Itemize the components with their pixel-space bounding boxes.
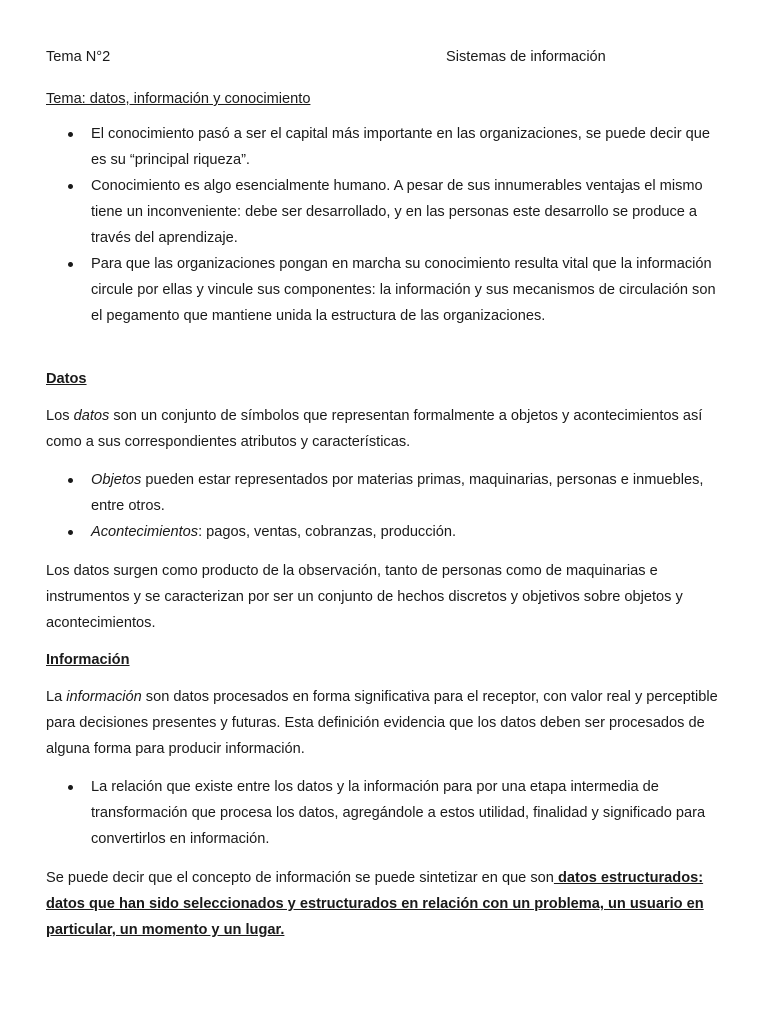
list-item-text: El conocimiento pasó a ser el capital más importante en las organizaciones, se puede decir que es su “principal riqueza”. — [91, 126, 710, 168]
list-item-text: pueden estar representados por materias primas, maquinarias, personas e inmuebles, entre otros. — [91, 472, 704, 514]
informacion-summary-emph: datos estructurados: datos que han sido seleccionados y estructurados en relación con un problema, un usuario en particular, un momento y un lugar. — [46, 870, 704, 938]
list-item-text: La relación que existe entre los datos y la información para por una etapa intermedia de transformación que procesa los datos, agregándole a estos utilidad, finalidad y significado para convertirlos en información. — [91, 779, 706, 847]
list-item — [46, 519, 726, 545]
list-item — [46, 121, 726, 173]
bullet-icon — [68, 785, 73, 790]
topic-title — [46, 86, 726, 112]
bullet-icon — [68, 530, 73, 535]
list-item — [46, 467, 726, 519]
datos-def-term: datos — [73, 408, 110, 424]
datos-def-post: son un conjunto de símbolos que representan formalmente a objetos y acontecimientos así como a sus correspondientes atributos y características. — [46, 408, 703, 450]
datos-heading-text: Datos — [46, 371, 87, 387]
informacion-def-term: información — [66, 689, 142, 705]
informacion-def-post: son datos procesados en forma significativa para el receptor, con valor real y perceptible para decisiones presentes y futuras. Esta definición evidencia que los datos deben ser procesados de alguna forma para producir información. — [46, 689, 718, 757]
informacion-summary-pre: Se puede decir que el concepto de información se puede sintetizar en que son — [46, 870, 554, 886]
bullet-icon — [68, 262, 73, 267]
header-topic-number: Tema N°2 — [46, 49, 111, 65]
list-item-term: Objetos — [91, 472, 142, 488]
informacion-bullet-list — [46, 774, 726, 852]
intro-bullet-list — [46, 121, 726, 329]
datos-bullet-list — [46, 467, 726, 545]
informacion-heading-text: Información — [46, 652, 130, 668]
datos-closing: Los datos surgen como producto de la observación, tanto de personas como de maquinarias e instrumentos y se caracterizan por ser un conjunto de hechos discretos y objetivos sobre objetos y acontecimientos. — [46, 563, 683, 631]
list-item — [46, 173, 726, 251]
informacion-def-pre: La — [46, 689, 67, 705]
bullet-icon — [68, 184, 73, 189]
topic-title-text: Tema: datos, información y conocimiento — [46, 91, 311, 107]
datos-heading — [46, 366, 726, 392]
list-item-term: Acontecimientos — [91, 524, 199, 540]
bullet-icon — [68, 132, 73, 137]
list-item-text: : pagos, ventas, cobranzas, producción. — [198, 524, 457, 540]
informacion-definition — [46, 684, 726, 762]
page-header — [46, 49, 726, 69]
informacion-heading — [46, 647, 726, 673]
datos-definition — [46, 403, 726, 455]
header-subject: Sistemas de información — [446, 49, 606, 65]
bullet-icon — [68, 478, 73, 483]
list-item — [46, 251, 726, 329]
list-item-text: Conocimiento es algo esencialmente humano. A pesar de sus innumerables ventajas el mismo tiene un inconveniente: debe ser desarrollado, y en las personas este desarrollo se produce a través del aprendizaje. — [91, 178, 703, 246]
list-item-text: Para que las organizaciones pongan en marcha su conocimiento resulta vital que la información circule por ellas y vincule sus componentes: la información y sus mecanismos de circulación son el pegamento que mantiene unida la estructura de las organizaciones. — [91, 256, 716, 324]
informacion-summary — [46, 865, 726, 943]
list-item — [46, 774, 726, 852]
datos-def-pre: Los — [46, 408, 74, 424]
